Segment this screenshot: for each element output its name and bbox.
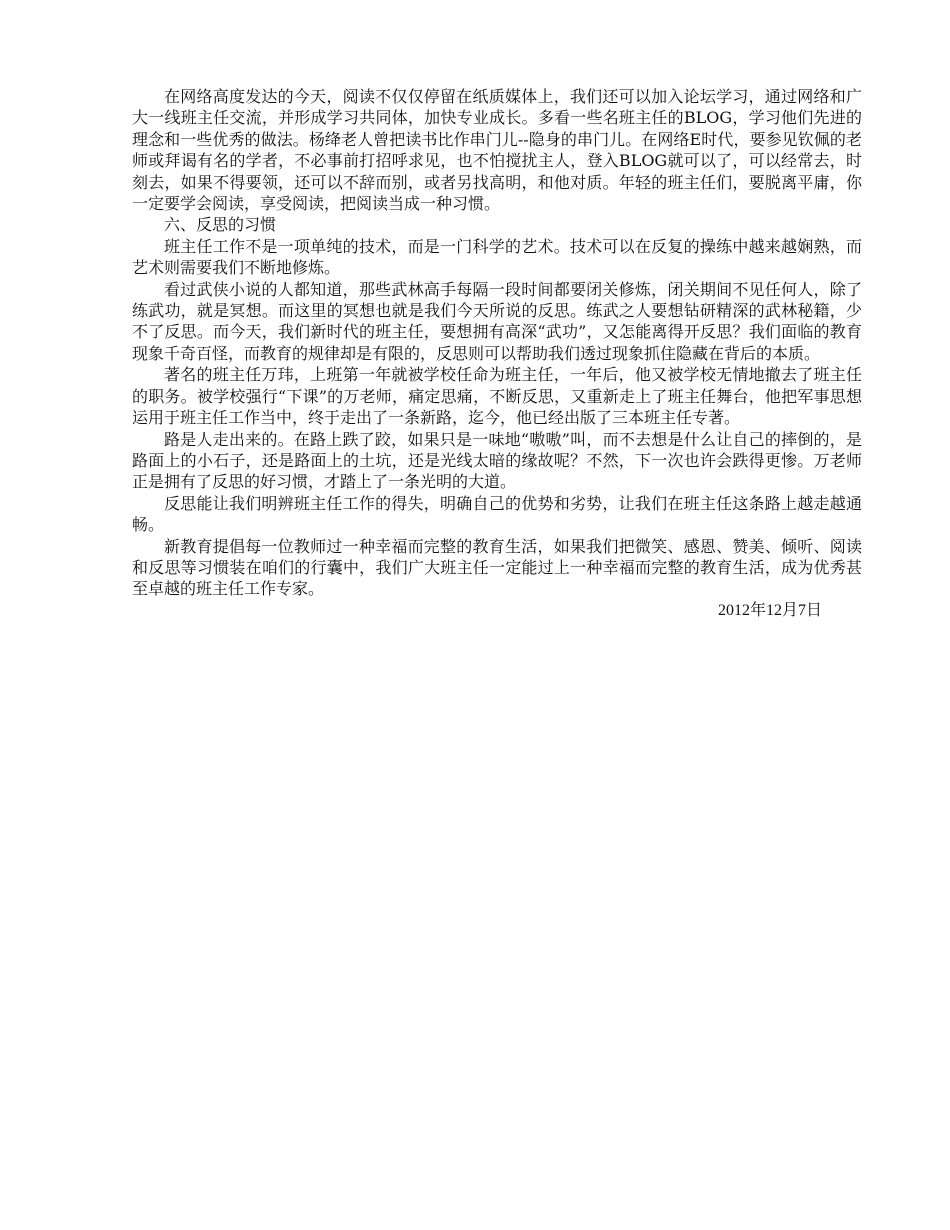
paragraph-reflection-benefit: 反思能让我们明辨班主任工作的得失，明确自己的优势和劣势，让我们在班主任这条路上越走越通畅。 [132,493,862,535]
section-heading-reflection: 六、反思的习惯 [164,215,277,235]
paragraph-martial-arts: 看过武侠小说的人都知道，那些武林高手每隔一段时间都要闭关修炼，闭关期间不见任何人，除了练武功，就是冥想。而这里的冥想也就是我们今天所说的反思。练武之人要想钻研精深的武林秘籍，少不了反思。而今天，我们新时代的班主任，要想拥有高深“武功”，又怎能离得开反思？我们面临的教育现象千奇百怪，而教育的规律却是有限的，反思则可以帮助我们透过现象抓住隐藏在背后的本质。 [132,279,862,363]
paragraph-new-education: 新教育提倡每一位教师过一种幸福而完整的教育生活，如果我们把微笑、感恩、赞美、倾听、阅读和反思等习惯装在咱们的行囊中，我们广大班主任一定能过上一种幸福而完整的教育生活，成为优秀甚至卓越的班主任工作专家。 [132,536,862,599]
paragraph-technique-art: 班主任工作不是一项单纯的技术，而是一门科学的艺术。技术可以在反复的操练中越来越娴熟，而艺术则需要我们不断地修炼。 [132,236,862,278]
paragraph-reading-online: 在网络高度发达的今天，阅读不仅仅停留在纸质媒体上，我们还可以加入论坛学习，通过网络和广大一线班主任交流，并形成学习共同体，加快专业成长。多看一些名班主任的BLOG，学习他们先进的理念和一些优秀的做法。杨绛老人曾把读书比作串门儿--隐身的串门儿。在网络E时代，要参见钦佩的老师或拜谒有名的学者，不必事前打招呼求见，也不怕搅扰主人，登入BLOG就可以了，可以经常去，时刻去，如果不得要领，还可以不辞而别，或者另找高明，和他对质。年轻的班主任们，要脱离平庸，你一定要学会阅读，享受阅读，把阅读当成一种习惯。 [132,87,862,214]
document-date: 2012年12月7日 [717,601,822,619]
paragraph-wan-wei: 著名的班主任万玮，上班第一年就被学校任命为班主任，一年后，他又被学校无情地撤去了班主任的职务。被学校强行“下课”的万老师，痛定思痛，不断反思，又重新走上了班主任舞台，他把军事思想运用于班主任工作当中，终于走出了一条新路，迄今，他已经出版了三本班主任专著。 [132,365,862,428]
paragraph-road: 路是人走出来的。在路上跌了跤，如果只是一味地“嗷嗷”叫，而不去想是什么让自己的摔倒的，是路面上的小石子，还是路面上的土坑，还是光线太暗的缘故呢？不然，下一次也许会跌得更惨。万老师正是拥有了反思的好习惯，才踏上了一条光明的大道。 [132,429,862,492]
document-body [132,86,862,621]
